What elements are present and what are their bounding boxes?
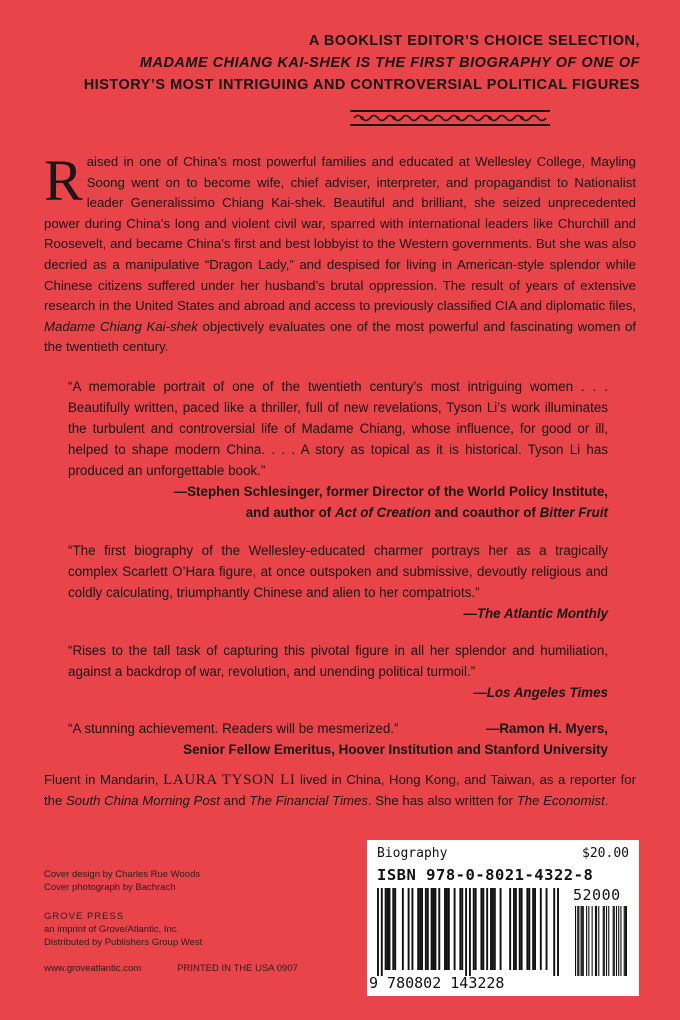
barcode-bar <box>388 888 390 970</box>
barcode-bar <box>519 888 521 970</box>
addon-bar <box>595 906 596 976</box>
barcode-bar <box>509 888 511 970</box>
barcode-bar <box>425 888 427 970</box>
barcode-bar <box>419 888 421 970</box>
barcode-panel <box>367 840 639 996</box>
barcode-bar <box>469 888 471 976</box>
addon-bar <box>626 906 627 976</box>
author-name: LAURA TYSON LI <box>163 772 296 788</box>
addon-barcode <box>575 906 627 976</box>
barcode-bar <box>421 888 423 970</box>
barcode-bar <box>417 888 419 970</box>
barcode-bar <box>515 888 517 970</box>
cover-design-credit: Cover design by Charles Rue Woods <box>44 869 201 880</box>
review-quote-atlantic <box>68 540 608 624</box>
publisher-info <box>44 910 202 949</box>
addon-bar <box>606 906 607 976</box>
addon-bar <box>586 906 587 976</box>
barcode-bar <box>431 888 433 970</box>
addon-bar <box>618 906 619 976</box>
quote-attribution: —The Atlantic Monthly <box>463 606 608 621</box>
addon-bar <box>616 906 617 976</box>
quote-attribution: —Stephen Schlesinger, former Director of the World Policy Institute, and author of Act of Creation and coauthor of Bitter Fruit <box>173 484 608 520</box>
barcode-bar <box>381 888 383 976</box>
barcode-bar <box>492 888 494 970</box>
addon-bar <box>575 906 576 976</box>
barcode-bar <box>385 888 387 970</box>
addon-bar <box>578 906 579 976</box>
decorative-border-ornament <box>350 110 550 126</box>
addon-bar <box>608 906 609 976</box>
quote-text: “Rises to the tall task of capturing this pivotal figure in all her splendor and humiliation, against a backdrop of war, revolution, and unending political turmoil.” <box>68 643 608 679</box>
barcode-bar <box>444 888 446 970</box>
barcode-bar <box>532 888 534 970</box>
quote-text: “A stunning achievement. Readers will be mesmerized.” <box>68 721 399 736</box>
header-line-2: MADAME CHIANG KAI-SHEK IS THE FIRST BIOGRAPHY OF ONE OF <box>139 55 640 71</box>
addon-bar <box>614 906 615 976</box>
intro-paragraph: Raised in one of China’s most powerful families and educated at Wellesley College, Mayling Soong went on to become wife, chief adviser, interpreter, and propagandist to Nationalist leader Generalissimo Chiang Kai-shek. Beautiful and brilliant, she seized unprecedented power during China’s long and violent civil war, sparred with international leaders like Churchill and Roosevelt, and became China’s first and best lobbyist to the Western governments. But she was also decried as a manipulative “Dragon Lady,” and despised for living in American-style splendor while Chinese citizens suffered under her husband’s brutal oppression. The result of years of extensive research in the United States and abroad and access to previously classified CIA and diplomatic files, Madame Chiang Kai-shek objectively evaluates one of the most powerful and fascinating women of the twentieth century. <box>44 148 636 355</box>
quote-attribution: —Los Angeles Times <box>473 685 608 700</box>
barcode-bar <box>377 888 379 976</box>
barcode-bar <box>521 888 523 970</box>
barcode-bar <box>434 888 436 970</box>
barcode-bar <box>546 888 548 970</box>
barcode-bar <box>446 888 448 970</box>
barcode-bar <box>459 888 461 970</box>
quote-text: “A memorable portrait of one of the twentieth century’s most intriguing women . . . Beautifully written, paced like a thriller, full of new revelations, Tyson Li’s work illuminates the turbulent and controversial life of Madame Chiang, whose influence, for good or ill, helped to shape modern China. . . . A story as topical as it is historical. Tyson Li has produced an unforgettable book.” <box>68 379 608 478</box>
barcode-isbn: ISBN 978-0-8021-4322-8 <box>377 866 594 884</box>
barcode-bar <box>490 888 492 970</box>
barcode-bar <box>513 888 515 970</box>
barcode-bar <box>528 888 530 970</box>
barcode-bar <box>454 888 456 970</box>
barcode-bar <box>461 888 463 970</box>
header-line-1: A BOOKLIST EDITOR’S CHOICE SELECTION, <box>308 33 640 49</box>
barcode-genre: Biography <box>377 846 448 861</box>
addon-bar <box>583 906 584 976</box>
barcode-bar <box>557 888 559 976</box>
barcode-bar <box>486 888 488 970</box>
barcode-bar <box>482 888 484 970</box>
header-line-3: HISTORY’S MOST INTRIGUING AND CONTROVERSIAL POLITICAL FIGURES <box>83 77 640 93</box>
addon-bar <box>596 906 597 976</box>
barcode-bar <box>475 888 477 970</box>
review-quote-schlesinger <box>68 376 608 523</box>
addon-bar <box>592 906 593 976</box>
addon-bar <box>620 906 621 976</box>
barcode-bar <box>427 888 429 970</box>
addon-bar <box>603 906 604 976</box>
barcode-bar <box>438 888 440 970</box>
distributor: Distributed by Publishers Group West <box>44 937 203 948</box>
addon-bar <box>625 906 626 976</box>
cover-credits <box>44 868 200 894</box>
addon-bar <box>613 906 614 976</box>
drop-cap: R <box>44 148 83 213</box>
cover-header <box>40 30 640 96</box>
barcode-bar <box>540 888 542 970</box>
quote-attribution: Senior Fellow Emeritus, Hoover Institution and Stanford University <box>183 742 608 757</box>
ean-barcode <box>377 888 559 976</box>
quote-attribution-name: —Ramon H. Myers, <box>485 721 608 736</box>
print-info: PRINTED IN THE USA 0907 <box>177 963 298 974</box>
barcode-bar <box>433 888 435 970</box>
review-quote-myers <box>68 718 608 760</box>
barcode-bar <box>473 888 475 970</box>
barcode-price: $20.00 <box>582 846 629 861</box>
addon-bar <box>581 906 582 976</box>
barcode-digits: 9 780802 143228 <box>369 974 505 992</box>
barcode-addon-number: 52000 <box>573 886 621 904</box>
barcode-bar <box>408 888 410 970</box>
barcode-bar <box>553 888 555 976</box>
barcode-bar <box>387 888 389 970</box>
barcode-bar <box>448 888 450 970</box>
addon-bar <box>582 906 583 976</box>
barcode-bar <box>500 888 502 970</box>
review-quote-la-times <box>68 640 608 703</box>
barcode-bar <box>392 888 394 970</box>
addon-bar <box>604 906 605 976</box>
addon-bar <box>598 906 599 976</box>
publisher-website: www.groveatlantic.com <box>44 963 142 974</box>
barcode-bar <box>526 888 528 970</box>
addon-bar <box>588 906 589 976</box>
barcode-bar <box>394 888 396 970</box>
addon-bar <box>577 906 578 976</box>
barcode-bar <box>480 888 482 970</box>
footer-line <box>44 962 324 975</box>
barcode-bar <box>494 888 496 970</box>
barcode-bar <box>411 888 413 970</box>
barcode-bar <box>534 888 536 970</box>
publisher-imprint: an imprint of Grove/Atlantic, Inc. <box>44 924 180 935</box>
quote-text: “The first biography of the Wellesley-educated charmer portrays her as a tragically complex Scarlett O’Hara figure, at once outspoken and submissive, devoutly religious and coldly calculating, triumphantly Chinese and alien to her compatriots.” <box>68 543 608 600</box>
cover-photo-credit: Cover photograph by Bachrach <box>44 882 176 893</box>
author-bio: Fluent in Mandarin, LAURA TYSON LI lived in China, Hong Kong, and Taiwan, as a reporter for the South China Morning Post and The Financial Times. She has also written for The Economist. <box>44 772 636 808</box>
barcode-bar <box>402 888 404 970</box>
publisher-name: GROVE PRESS <box>44 911 125 922</box>
barcode-bar <box>465 888 467 976</box>
addon-bar <box>624 906 625 976</box>
